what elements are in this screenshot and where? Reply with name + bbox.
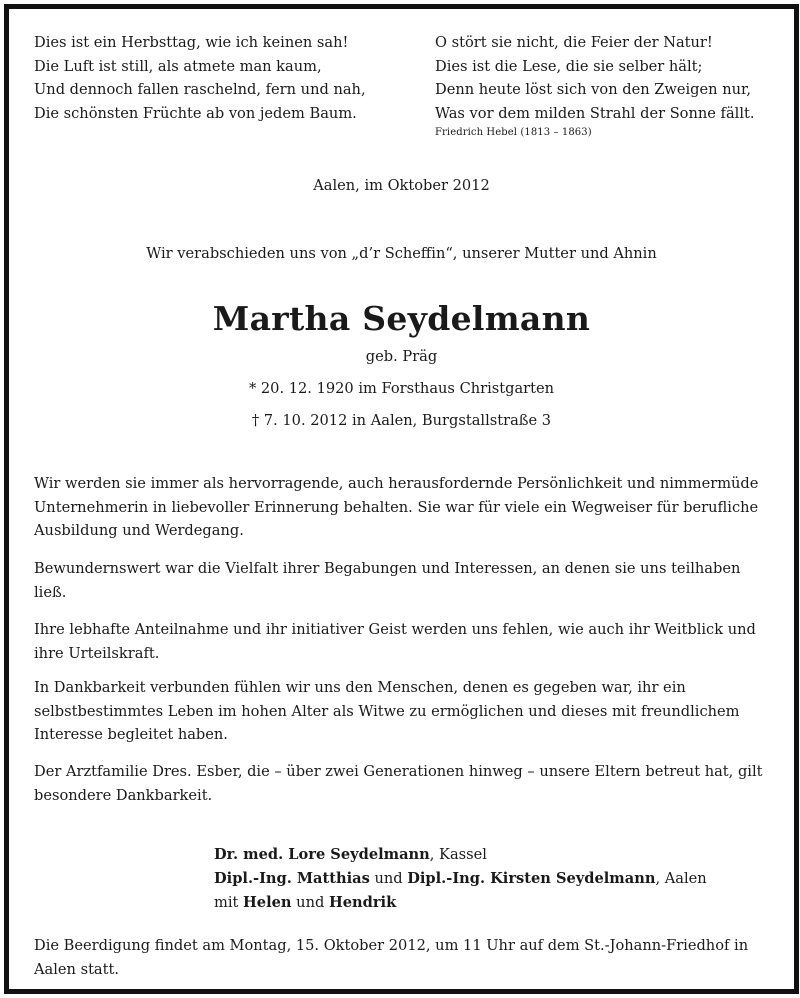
obituary-frame	[4, 4, 799, 994]
poem-line: Die schönsten Früchte ab von jedem Baum.	[34, 104, 357, 122]
place-date: Aalen, im Oktober 2012	[313, 177, 490, 194]
poem-credit: Friedrich Hebel (1813 – 1863)	[435, 127, 592, 138]
signatory-line	[214, 891, 396, 915]
poem-line: Dies ist ein Herbsttag, wie ich keinen sah!	[34, 34, 349, 51]
poem-line: Was vor dem milden Strahl der Sonne fällt.	[435, 104, 755, 122]
signatory-prefix: mit	[214, 894, 244, 911]
paragraph-doctors: Der Arztfamilie Dres. Esber, die – über zwei Generationen hinweg – unsere Eltern betreut hat, gilt besondere Dankbarkeit.	[34, 763, 763, 804]
signatory-name: Helen	[243, 894, 292, 911]
poem-line: Dies ist die Lese, die sie selber hält;	[435, 57, 703, 75]
poem-line: Und dennoch fallen raschelnd, fern und nah,	[34, 81, 366, 99]
intro-line: Wir verabschieden uns von „d’r Scheffin“, unserer Mutter und Ahnin	[146, 245, 657, 262]
signatory-place: , Kassel	[429, 846, 487, 863]
funeral-notice: Die Beerdigung findet am Montag, 15. Oktober 2012, um 11 Uhr auf dem St.-Johann-Friedhof in Aalen statt.	[34, 937, 749, 978]
birth-date: * 20. 12. 1920 im Forsthaus Christgarten	[248, 380, 555, 397]
signatory-place: , Aalen	[655, 870, 707, 887]
poem-line: Die Luft ist still, als atmete man kaum,	[34, 57, 322, 75]
signatory-name: Dr. med. Lore Seydelmann	[214, 846, 430, 863]
signatory-conjunction: und	[291, 894, 329, 911]
deceased-name: Martha Seydelmann	[212, 299, 591, 338]
poem-right-stanza	[435, 31, 755, 125]
signatory-name: Dipl.-Ing. Matthias	[214, 870, 370, 887]
poem-left-stanza	[34, 31, 366, 125]
paragraph-gratitude: In Dankbarkeit verbunden fühlen wir uns den Menschen, denen es gegeben war, ihr ein selbstbestimmtes Leben im hohen Alter als Witwe zu ermöglichen und dieses mit freundlichem Interesse begleitet haben.	[34, 679, 740, 744]
poem-line: Denn heute löst sich von den Zweigen nur,	[435, 81, 752, 99]
paragraph-talents: Bewundernswert war die Vielfalt ihrer Begabungen und Interessen, an denen sie uns teilhaben ließ.	[34, 560, 741, 601]
signatory-name: Dipl.-Ing. Kirsten Seydelmann	[407, 870, 656, 887]
paragraph-remembrance: Wir werden sie immer als hervorragende, auch herausfordernde Persönlichkeit und nimmermüde Unternehmerin in liebevoller Erinnerung behalten. Sie war für viele ein Wegweiser für berufliche Ausbildung und Werdegang.	[34, 475, 759, 540]
signatory-line	[214, 843, 487, 867]
poem-line: O stört sie nicht, die Feier der Natur!	[435, 34, 713, 51]
signatory-conjunction: und	[369, 870, 408, 887]
signatory-line	[214, 867, 707, 891]
death-date: † 7. 10. 2012 in Aalen, Burgstallstraße 3	[251, 412, 552, 429]
signatory-name: Hendrik	[328, 894, 397, 911]
birth-name: geb. Präg	[365, 348, 438, 365]
paragraph-spirit: Ihre lebhafte Anteilnahme und ihr initiativer Geist werden uns fehlen, wie auch ihr Weitblick und ihre Urteilskraft.	[34, 621, 756, 662]
